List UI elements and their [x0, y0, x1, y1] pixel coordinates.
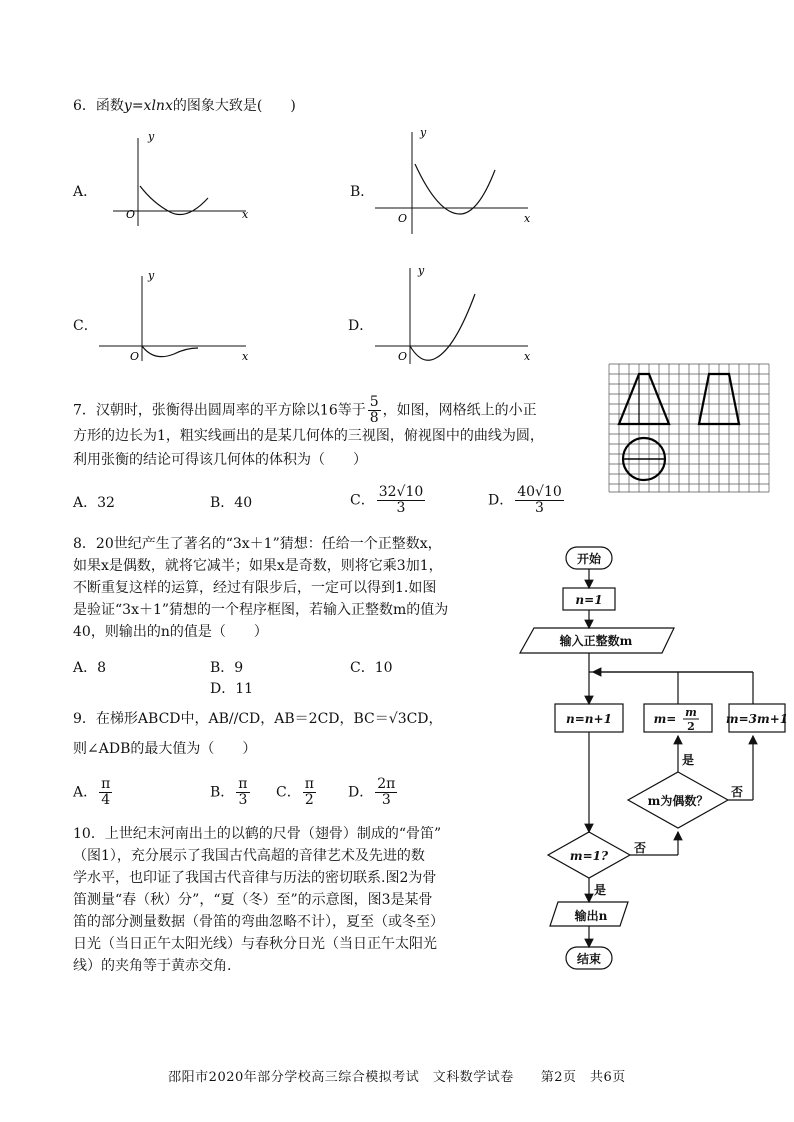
flow-no-even: 否 — [731, 785, 744, 799]
origin-label: O — [398, 212, 408, 225]
axis-x-label: x — [242, 350, 249, 363]
axis-y-label: y — [148, 130, 155, 143]
q9-option-b: B． $\frac{\pi}{3}$ — [210, 776, 248, 808]
q10-line6: 日光（当日正午太阳光线）与春秋分日光（当日正午太阳光 — [73, 936, 437, 952]
q6-graph-d — [370, 264, 535, 368]
q10-line5: 笛的部分测量数据（骨笛的弯曲忽略不计），夏至（或冬至） — [73, 914, 444, 930]
q7-line1: 7．汉朝时，张衡得出圆周率的平方除以16等于 $\frac{5}{8}$ ，如图，网格纸上的小正 — [73, 394, 537, 426]
flow-half-den: 2 — [687, 720, 695, 733]
flow-output: 输出n — [574, 909, 608, 923]
q8-option-d: D．11 — [210, 681, 254, 697]
q6-graph-b — [370, 126, 535, 238]
flow-input: 输入正整数m — [559, 634, 633, 648]
flow-triple: m=3m+1 — [725, 712, 789, 726]
q7-three-view-grid — [608, 363, 770, 493]
flow-yes-check: 是 — [594, 883, 607, 897]
q7-option-a: A．32 — [73, 495, 115, 511]
q6-graph-a — [108, 128, 258, 228]
flow-half-num: m — [685, 706, 697, 719]
q9-option-c: C． $\frac{\pi}{2}$ — [276, 776, 314, 808]
origin-label: O — [130, 350, 140, 363]
q8-option-a: A．8 — [73, 660, 107, 676]
axis-y-label: y — [420, 126, 427, 139]
q10-line3: 学水平，也印证了我国古代音律与历法的密切联系.图2为骨 — [73, 870, 437, 886]
q8-option-c: C．10 — [350, 660, 393, 676]
flow-half-prefix: m= — [653, 712, 677, 726]
q6-option-b-label: B． — [350, 184, 375, 200]
axis-x-label: x — [242, 208, 249, 221]
q6-option-d-label: D． — [348, 318, 374, 334]
page-footer: 邵阳市2020年部分学校高三综合模拟考试 文科数学试卷 第2页 共6页 — [168, 1070, 626, 1085]
q7-option-c: C． $\frac{32√10}{3}$ — [350, 484, 424, 516]
q8-line2: 如果x是偶数，就将它减半；如果x是奇数，则将它乘3加1， — [73, 558, 443, 574]
q10-line1: 10．上世纪末河南出土的以鹤的尺骨（翅骨）制成的“骨笛” — [73, 826, 442, 842]
q7-option-b: B．40 — [210, 495, 253, 511]
q7-line2: 方形的边长为1，粗实线画出的是某几何体的三视图，俯视图中的曲线为圆， — [73, 428, 544, 444]
q6-stem: 6．函数y=xlnx的图象大致是( ) — [73, 98, 296, 114]
q8-option-b: B．9 — [210, 660, 244, 676]
flow-check: m=1? — [569, 849, 609, 863]
flow-start: 开始 — [576, 552, 602, 566]
axis-x-label: x — [524, 350, 531, 363]
q9-line1: 9．在梯形ABCD中，AB//CD，AB＝2CD，BC＝√3CD， — [73, 711, 443, 727]
q9-line2: 则∠ADB的最大值为（ ） — [73, 741, 257, 757]
q8-line1: 8．20世纪产生了著名的“3x＋1”猜想：任给一个正整数x， — [73, 536, 442, 552]
q8-line3: 不断重复这样的运算，经过有限步后，一定可以得到1.如图 — [73, 580, 437, 596]
q10-line7: 线）的夹角等于黄赤交角. — [73, 958, 232, 974]
flow-end: 结束 — [576, 952, 602, 966]
q7-line3: 利用张衡的结论可得该几何体的体积为（ ） — [73, 452, 367, 468]
q8-flowchart — [510, 540, 790, 975]
flow-inc: n=n+1 — [566, 712, 612, 726]
q10-line2: （图1），充分展示了我国古代高超的音律艺术及先进的数 — [73, 848, 425, 864]
axis-y-label: y — [148, 269, 155, 282]
flow-even: m为偶数？ — [647, 794, 709, 808]
q8-line5: 40，则输出的n的值是（ ） — [73, 624, 268, 640]
flow-yes-even: 是 — [682, 753, 695, 767]
q6-graph-c — [96, 266, 256, 366]
q6-option-a-label: A． — [73, 184, 98, 200]
q9-option-a: A． $\frac{\pi}{4}$ — [73, 776, 111, 808]
q9-option-d: D． $\frac{2\pi}{3}$ — [348, 776, 396, 808]
q8-line4: 是验证“3x＋1”猜想的一个程序框图，若输入正整数m的值为 — [73, 602, 449, 618]
q6-option-c-label: C． — [73, 318, 98, 334]
origin-label: O — [126, 208, 136, 221]
q10-line4: 笛测量“春（秋）分”，“夏（冬）至”的示意图，图3是某骨 — [73, 892, 433, 908]
axis-y-label: y — [418, 264, 425, 277]
flow-no-check: 否 — [634, 841, 647, 855]
flow-init: n=1 — [575, 593, 603, 607]
origin-label: O — [398, 350, 408, 363]
q7-option-d: D． $\frac{40√10}{3}$ — [488, 484, 562, 516]
axis-x-label: x — [524, 212, 531, 225]
